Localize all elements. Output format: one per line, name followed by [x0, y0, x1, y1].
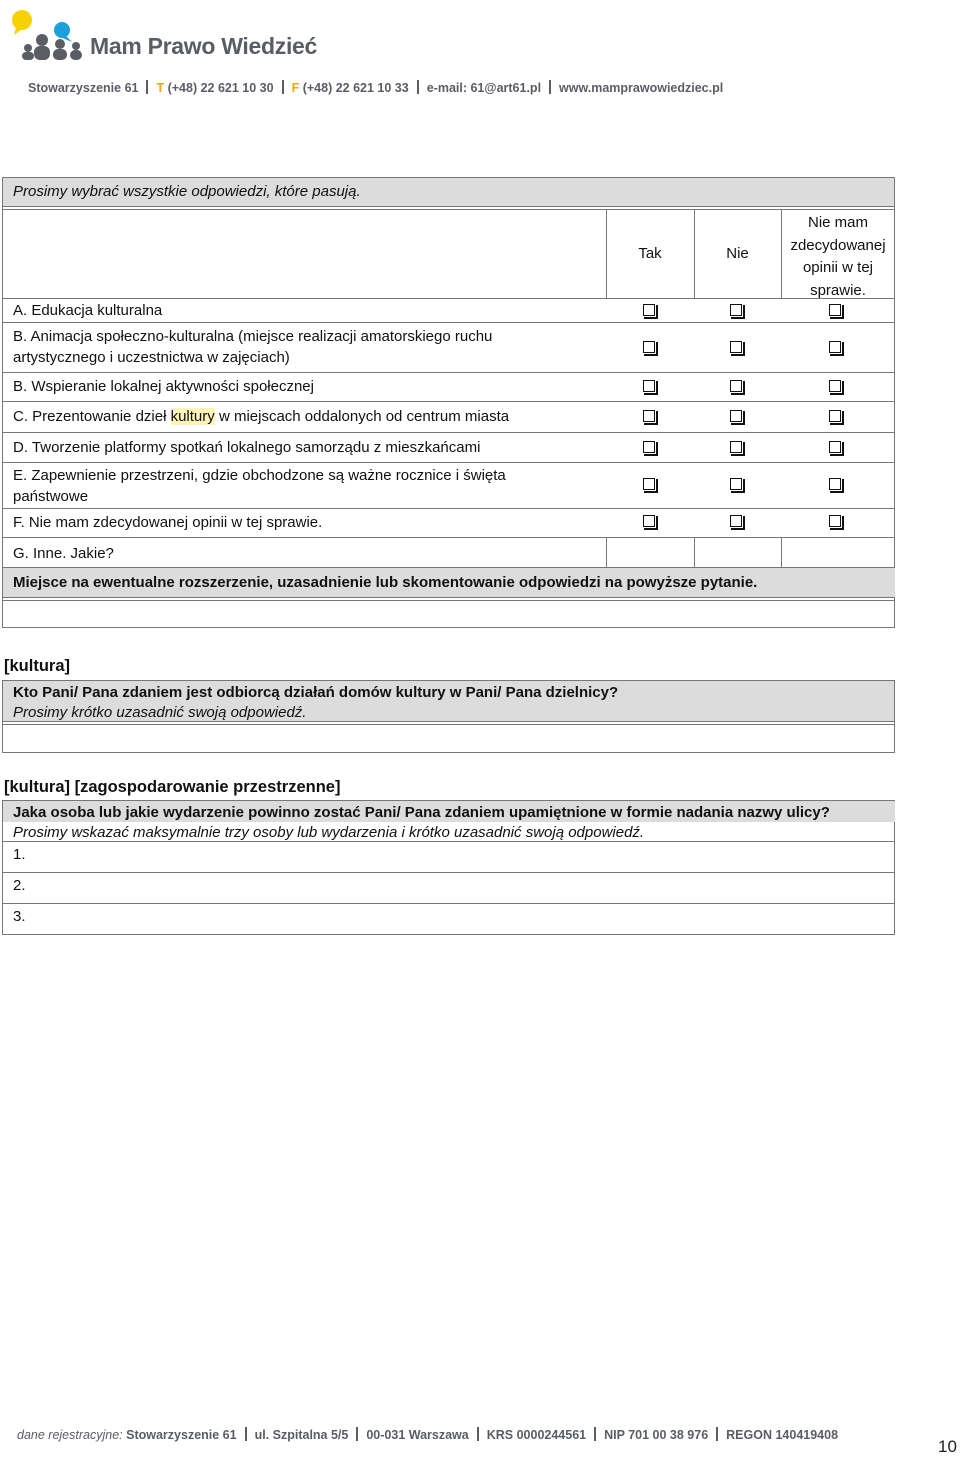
col-nie: Nie — [726, 245, 749, 262]
checkbox-no-opinion[interactable] — [829, 410, 841, 422]
col-nie-mam-opinii: Nie mam zdecydowanej opinii w tej sprawie. — [790, 214, 886, 299]
option-row-d — [2, 433, 895, 463]
checkbox-tak[interactable] — [643, 478, 655, 490]
question-2-text: Kto Pani/ Pana zdaniem jest odbiorcą działań domów kultury w Pani/ Pana dzielnicy? — [13, 684, 619, 701]
option-label: E. Zapewnienie przestrzeni, gdzie obchodzone są ważne rocznice i święta państwowe — [13, 467, 506, 505]
option-label: B. Animacja społeczno-kulturalna (miejsce realizacji amatorskiego ruchu artystycznego i uczestnictwa w zajęciach) — [13, 328, 493, 366]
question-3-table — [2, 800, 895, 935]
org-name: Stowarzyszenie 61 — [28, 81, 139, 95]
comment-prompt-row — [2, 568, 895, 598]
fax-letter: F — [291, 81, 300, 95]
option-label: B. Wspieranie lokalnej aktywności społecznej — [13, 378, 314, 395]
checkbox-nie[interactable] — [730, 341, 742, 353]
question-3-header — [2, 800, 895, 842]
footer-city: 00-031 Warszawa — [366, 1428, 469, 1442]
contact-bar — [28, 80, 723, 95]
question-table — [2, 177, 895, 628]
comment-answer-field[interactable] — [2, 600, 895, 628]
question-2-header — [2, 680, 895, 722]
answer-number: 3. — [13, 908, 26, 925]
checkbox-tak[interactable] — [643, 441, 655, 453]
checkbox-tak[interactable] — [643, 341, 655, 353]
page-number: 10 — [938, 1437, 957, 1456]
checkbox-no-opinion[interactable] — [829, 341, 841, 353]
column-header-row — [2, 209, 895, 299]
answer-row-3[interactable] — [2, 904, 895, 935]
fax-number: (+48) 22 621 10 33 — [302, 81, 409, 95]
checkbox-nie[interactable] — [730, 410, 742, 422]
option-label: C. Prezentowanie dzieł kultury w miejscach oddalonych od centrum miasta — [13, 408, 510, 425]
checkbox-tak[interactable] — [643, 380, 655, 392]
highlighted-word: kultury — [170, 408, 215, 425]
answer-row-2[interactable] — [2, 873, 895, 904]
organization-logo-icon — [10, 10, 100, 62]
website-link[interactable]: www.mamprawowiedziec.pl — [559, 81, 724, 95]
footer-label: dane rejestracyjne: — [17, 1428, 123, 1442]
instruction-text: Prosimy wybrać wszystkie odpowiedzi, które pasują. — [13, 183, 361, 200]
answer-number: 1. — [13, 846, 26, 863]
checkbox-tak[interactable] — [643, 304, 655, 316]
checkbox-no-opinion[interactable] — [829, 441, 841, 453]
question-3-instruction: Prosimy wskazać maksymalnie trzy osoby lub wydarzenia i krótko uzasadnić swoją odpowiedź. — [13, 824, 645, 841]
option-row-f — [2, 509, 895, 538]
footer-org: Stowarzyszenie 61 — [126, 1428, 237, 1442]
checkbox-tak[interactable] — [643, 515, 655, 527]
checkbox-tak[interactable] — [643, 410, 655, 422]
footer-address: ul. Szpitalna 5/5 — [254, 1428, 349, 1442]
checkbox-nie[interactable] — [730, 515, 742, 527]
checkbox-nie[interactable] — [730, 304, 742, 316]
option-label: A. Edukacja kulturalna — [13, 302, 163, 319]
option-label: F. Nie mam zdecydowanej opinii w tej sprawie. — [13, 514, 323, 531]
email-link[interactable]: e-mail: 61@art61.pl — [426, 81, 542, 95]
phone-number: (+48) 22 621 10 30 — [167, 81, 274, 95]
section-tag: [kultura] [zagospodarowanie przestrzenne] — [4, 778, 341, 796]
option-label: D. Tworzenie platformy spotkań lokalnego samorządu z mieszkańcami — [13, 439, 481, 456]
registration-footer — [17, 1427, 838, 1442]
option-row-b2 — [2, 373, 895, 402]
question-2-table — [2, 680, 895, 753]
brand-name: Mam Prawo Wiedzieć — [90, 33, 318, 59]
question-3-text: Jaka osoba lub jakie wydarzenie powinno zostać Pani/ Pana zdaniem upamiętnione w formie nadania nazwy ulicy? — [13, 804, 830, 821]
checkbox-no-opinion[interactable] — [829, 304, 841, 316]
checkbox-nie[interactable] — [730, 441, 742, 453]
question-2-instruction: Prosimy krótko uzasadnić swoją odpowiedź. — [13, 704, 307, 721]
answer-number: 2. — [13, 877, 26, 894]
checkbox-nie[interactable] — [730, 380, 742, 392]
answer-row-1[interactable] — [2, 842, 895, 873]
checkbox-no-opinion[interactable] — [829, 380, 841, 392]
section-tag: [kultura] — [4, 657, 70, 675]
checkbox-nie[interactable] — [730, 478, 742, 490]
footer-krs: KRS 0000244561 — [486, 1428, 587, 1442]
option-row-e — [2, 463, 895, 509]
option-label: G. Inne. Jakie? — [13, 545, 114, 562]
col-tak: Tak — [638, 245, 662, 262]
option-row-c — [2, 402, 895, 433]
option-row-a — [2, 299, 895, 323]
instruction-row — [2, 177, 895, 207]
option-row-b1 — [2, 323, 895, 373]
question-2-answer-field[interactable] — [2, 724, 895, 753]
footer-regon: REGON 140419408 — [726, 1428, 839, 1442]
comment-prompt: Miejsce na ewentualne rozszerzenie, uzasadnienie lub skomentowanie odpowiedzi na powyższe pytanie. — [13, 574, 758, 591]
checkbox-no-opinion[interactable] — [829, 515, 841, 527]
checkbox-no-opinion[interactable] — [829, 478, 841, 490]
phone-letter: T — [156, 81, 165, 95]
footer-nip: NIP 701 00 38 976 — [604, 1428, 709, 1442]
option-row-g — [2, 538, 895, 568]
